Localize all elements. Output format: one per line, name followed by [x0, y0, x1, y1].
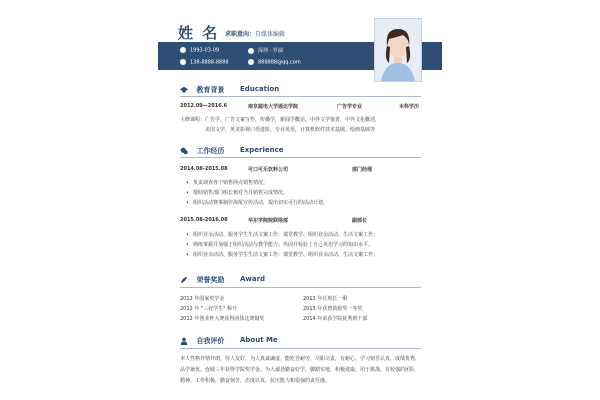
phone-row: 138-8888-8888 [180, 59, 229, 66]
job1-date: 2014.08-2015.08 [180, 166, 228, 172]
award-left-3: 2012 年创业杯大赛获得团体比赛铜奖 [180, 316, 265, 322]
person-icon [180, 337, 188, 345]
about-line-1: 本人性格外情开朗，待人友好，为人真诚谦虚。能吃苦耐劳，尽职尽责，有耐心。学习刻苦认真，成绩优秀， [180, 356, 421, 362]
job2-date: 2015.08-2016.08 [180, 217, 228, 223]
job2-bullet-1: • 组织业余活动、服务学生生活文案工作：课堂教学、组织业余活动、生活文案工作； [186, 231, 378, 238]
job1-company: 可口可乐饮料公司 [248, 167, 289, 173]
work-heading: 工作经历 Experience [180, 146, 224, 156]
profile-photo [374, 18, 422, 82]
job2-role: 副部长 [352, 218, 368, 224]
job1-bullet-2: • 帮助销售部门组长核对当月销售完成情况。 [186, 189, 288, 196]
edu-courses-2: 美国文学，英美影视口语进阶，专业英语，计算机软件技术基础，绘画基础等 [205, 127, 376, 133]
edu-school: 南京邮电大学通达学院 [248, 104, 299, 110]
edu-courses-1: 主修课程：广告学，广告文案写作，传播学，新闻学概论，中外文学鉴赏，中外文化概述， [180, 117, 381, 123]
job2-company: 华东学院院联络部 [248, 218, 289, 224]
award-right-1: 2013 年任班长一职 [303, 296, 348, 302]
candidate-name: 姓 名 [178, 24, 220, 42]
about-heading: 自我评价 About Me [180, 336, 224, 346]
job1-bullet-3: • 组织活动赛事制作海报宣传活动，提出切实可行的活动计划。 [186, 199, 328, 206]
edu-major: 广告学专业 [337, 104, 363, 110]
email-row: 888888@qq.com [248, 59, 301, 66]
education-heading: 教育背景 Education [180, 85, 224, 95]
job-intent: 求职意向：自媒体编辑 [225, 31, 286, 38]
location-row: 深圳 · 罗湖 [248, 47, 283, 54]
job2-bullet-2: • 熟练掌握并加强了组织活动与教学能力；巩固并检验了自己英语学习的知识水平。 [186, 241, 373, 248]
about-line-3: 精神，工作积极，勤奋刻苦，态度认真，抗压能力和很强的责任感。 [180, 378, 331, 384]
location-pin-icon [248, 48, 254, 54]
edu-date: 2012.09—2016.6 [180, 103, 228, 109]
work-divider [180, 157, 421, 158]
award-left-1: 2012 年国家奖学金 [180, 296, 225, 302]
award-right-2: 2013 年获曾鼓励奖一等奖 [303, 306, 363, 312]
award-left-2: 2012 年 "三好学生" 称号 [180, 306, 238, 312]
about-divider [180, 348, 421, 349]
calendar-icon [180, 47, 186, 53]
award-right-3: 2014 年荣获学院优秀班干部 [303, 316, 368, 322]
awards-divider [180, 287, 421, 288]
mail-icon [248, 59, 254, 65]
graduation-cap-icon [180, 86, 188, 94]
job1-role: 部门经理 [352, 167, 373, 173]
awards-heading: 荣誉奖励 Award [180, 275, 224, 285]
education-divider [180, 96, 421, 97]
chat-bubbles-icon [180, 147, 188, 155]
job2-bullet-3: • 组织业余活动、服务学生生活文案工作：课堂教学、组织业余活动、生活文案工作； [186, 251, 378, 258]
phone-icon [180, 59, 186, 65]
portrait-illustration [375, 19, 421, 81]
edu-degree: 本科学历 [399, 104, 420, 110]
feather-icon [180, 276, 188, 284]
birth-row: 1993-03-09 [180, 47, 219, 54]
job1-bullet-1: • 负责调查各个销售网点销售情况。 [186, 179, 268, 186]
about-line-2: 品学兼优，连续三年获得学院奖学金。为人诚恳勤奋好学，脚踏实地，积极进取，用于挑战，有较强的团队 [180, 367, 416, 373]
